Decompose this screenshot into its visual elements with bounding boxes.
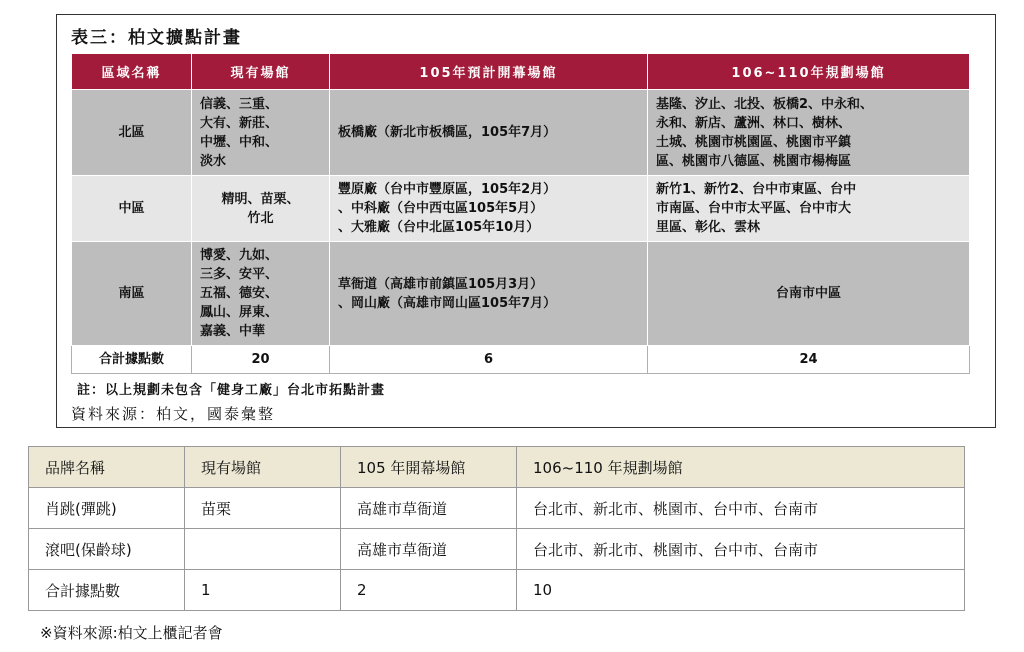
- cell-line: 土城、桃園市桃園區、桃園市平鎮: [656, 134, 852, 150]
- header-open-105: 105 年開幕場館: [341, 447, 517, 488]
- region-cell: 南區: [72, 242, 192, 346]
- brand-cell: 肖跳(彈跳): [29, 488, 185, 529]
- header-existing: 現有場館: [192, 54, 330, 90]
- total-plan: 10: [517, 570, 965, 611]
- figure-title: 表三：柏文擴點計畫: [71, 28, 242, 48]
- brand-venue-table: [28, 446, 965, 611]
- total-existing: 1: [185, 570, 341, 611]
- cell-line: 精明、苗栗、: [221, 191, 300, 207]
- total-label: 合計據點數: [29, 570, 185, 611]
- plan-cell: 台北市、新北市、桃園市、台中市、台南市: [517, 529, 965, 570]
- region-cell: 中區: [72, 176, 192, 242]
- cell-line: 、岡山廠（高雄市岡山區105年7月）: [338, 295, 557, 311]
- figure-note: 註：以上規劃未包含「健身工廠」台北市拓點計畫: [77, 383, 386, 398]
- existing-cell: 苗栗: [185, 488, 341, 529]
- open-105-cell: [330, 242, 648, 346]
- header-plan-106-110: 106~110年規劃場館: [648, 54, 970, 90]
- cell-line: 中壢、中和、: [200, 134, 279, 150]
- region-cell: 北區: [72, 90, 192, 176]
- total-label: 合計據點數: [72, 346, 192, 374]
- expansion-plan-table: [71, 53, 970, 374]
- header-region: 區域名稱: [72, 54, 192, 90]
- cell-line: 市南區、台中市太平區、台中市大: [656, 201, 852, 216]
- existing-cell: [192, 176, 330, 242]
- total-existing: 20: [192, 346, 330, 374]
- cell-line: 博愛、九如、: [200, 248, 279, 263]
- existing-cell: [192, 90, 330, 176]
- existing-cell: [185, 529, 341, 570]
- total-row: [29, 570, 965, 611]
- table-source: ※資料來源:柏文上櫃記者會: [40, 624, 223, 642]
- table-header-row: [29, 447, 965, 488]
- table-header-row: [72, 54, 970, 90]
- header-brand: 品牌名稱: [29, 447, 185, 488]
- plan-cell: [648, 242, 970, 346]
- cell-line: 、大雅廠（台中北區105年10月）: [338, 220, 540, 235]
- cell-line: 台南市中區: [775, 286, 841, 301]
- existing-cell: [192, 242, 330, 346]
- table-row: [72, 176, 970, 242]
- cell-line: 大有、新莊、: [200, 115, 279, 131]
- cell-line: 三多、安平、: [200, 267, 279, 282]
- expansion-plan-figure: [56, 14, 996, 428]
- plan-cell: [648, 90, 970, 176]
- cell-line: 淡水: [200, 153, 227, 169]
- table-row: [29, 529, 965, 570]
- open-105-cell: 高雄市草衙道: [341, 529, 517, 570]
- cell-line: 區、桃園市八德區、桃園市楊梅區: [656, 153, 852, 169]
- cell-line: 新竹1、新竹2、台中市東區、台中: [656, 182, 857, 197]
- header-existing: 現有場館: [185, 447, 341, 488]
- cell-line: 五福、德安、: [200, 286, 279, 301]
- cell-line: 永和、新店、蘆洲、林口、樹林、: [656, 115, 852, 131]
- table-row: [29, 488, 965, 529]
- open-105-cell: [330, 90, 648, 176]
- table-row: [72, 242, 970, 346]
- cell-line: 竹北: [247, 210, 274, 226]
- cell-line: 嘉義、中華: [200, 324, 266, 339]
- cell-line: 、中科廠（台中西屯區105年5月）: [338, 201, 544, 216]
- brand-cell: 滾吧(保齡球): [29, 529, 185, 570]
- plan-cell: [648, 176, 970, 242]
- open-105-cell: 高雄市草衙道: [341, 488, 517, 529]
- cell-line: 草衙道（高雄市前鎮區105月3月）: [338, 276, 544, 292]
- cell-line: 板橋廠（新北市板橋區，105年7月）: [338, 125, 557, 140]
- header-open-105: 105年預計開幕場館: [330, 54, 648, 90]
- total-plan: 24: [648, 346, 970, 374]
- plan-cell: 台北市、新北市、桃園市、台中市、台南市: [517, 488, 965, 529]
- cell-line: 鳳山、屏東、: [200, 305, 279, 320]
- total-open-105: 6: [330, 346, 648, 374]
- total-open-105: 2: [341, 570, 517, 611]
- header-plan-106-110: 106~110 年規劃場館: [517, 447, 965, 488]
- total-row: [72, 346, 970, 374]
- cell-line: 基隆、汐止、北投、板橋2、中永和、: [656, 96, 874, 112]
- cell-line: 豐原廠（台中市豐原區，105年2月）: [338, 182, 557, 197]
- table-row: [72, 90, 970, 176]
- cell-line: 信義、三重、: [200, 96, 279, 112]
- cell-line: 里區、彰化、雲林: [656, 220, 761, 235]
- figure-source: 資料來源：柏文，國泰彙整: [71, 405, 276, 423]
- open-105-cell: [330, 176, 648, 242]
